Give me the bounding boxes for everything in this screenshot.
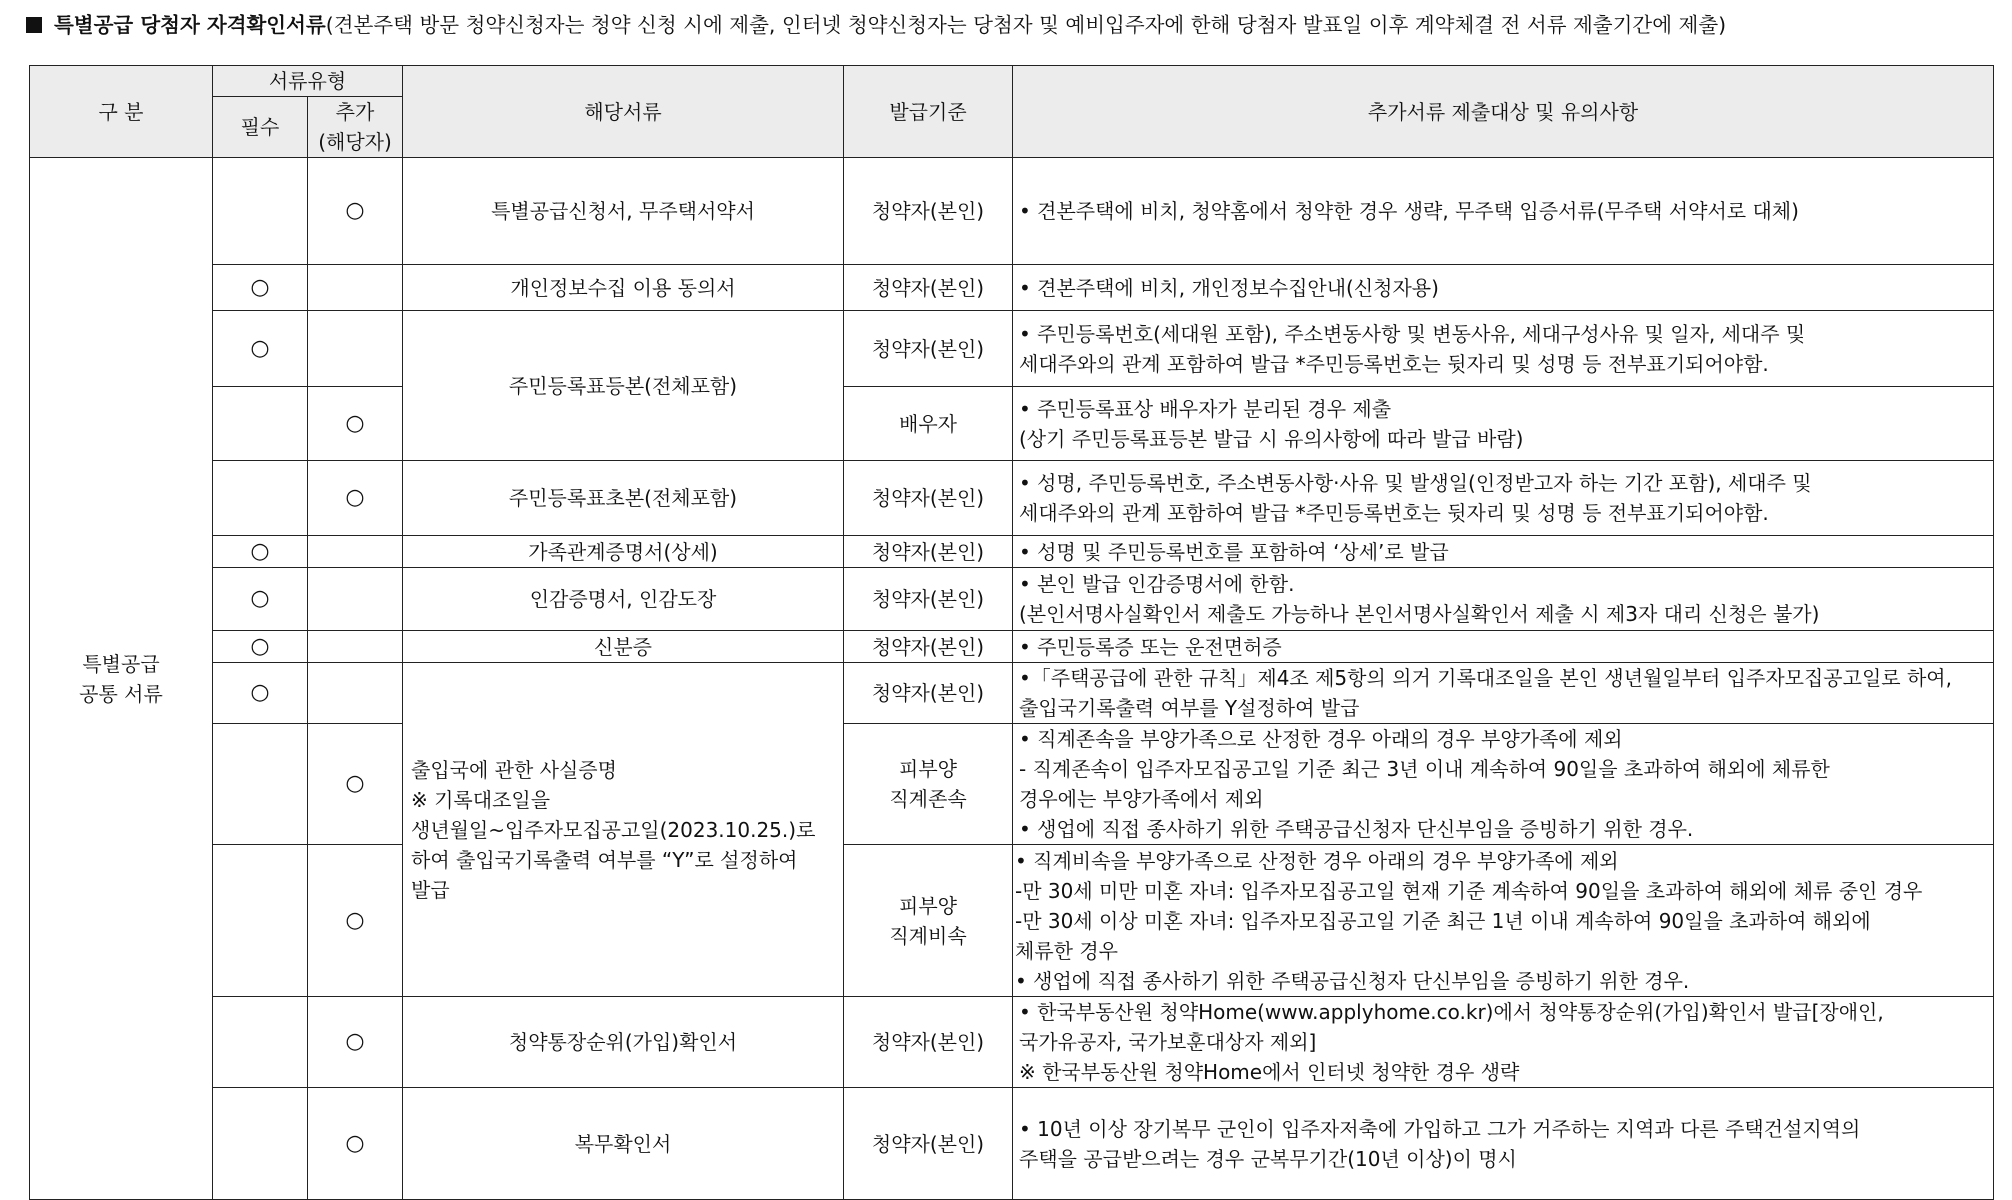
text-line: - 직계존속이 입주자모집공고일 기준 최근 3년 이내 계속하여 90일을 초과하여 해외에 체류한 xyxy=(1019,757,1830,781)
text-line: • 주민등록번호(세대원 포함), 주소변동사항 및 변동사유, 세대구성사유 및 일자, 세대주 및 xyxy=(1019,321,1806,346)
table-row xyxy=(30,997,1994,1088)
required-mark: ○ xyxy=(213,265,308,311)
issue-basis xyxy=(844,845,1013,997)
notes-cell xyxy=(1013,845,1994,997)
additional-mark: ○ xyxy=(308,1088,403,1200)
table-row xyxy=(30,387,1994,461)
text-line: •「주택공급에 관한 규칙」제4조 제5항의 의거 기록대조일을 본인 생년월일부터 입주자모집공고일로 하여, xyxy=(1019,666,1952,690)
notes-cell xyxy=(1013,265,1994,311)
text-line: • 주민등록증 또는 운전면허증 xyxy=(1019,634,1282,659)
text-line: • 주민등록표상 배우자가 분리된 경우 제출 xyxy=(1019,396,1392,421)
notes-cell xyxy=(1013,158,1994,265)
notes-cell xyxy=(1013,461,1994,536)
text-line: 직계존속 xyxy=(889,787,967,811)
header-additional xyxy=(308,97,403,158)
text-line: -만 30세 미만 미혼 자녀: 입주자모집공고일 현재 기준 계속하여 90일을 초과하여 해외에 체류 중인 경우 xyxy=(1015,878,1923,903)
header-category: 구 분 xyxy=(30,66,213,158)
additional-mark xyxy=(308,631,403,663)
document-name: 개인정보수집 이용 동의서 xyxy=(403,265,844,311)
table-row xyxy=(30,631,1994,663)
document-name: 청약통장순위(가입)확인서 xyxy=(403,997,844,1088)
document-name: 주민등록표초본(전체포함) xyxy=(403,461,844,536)
text-line: • 직계비속을 부양가족으로 산정한 경우 아래의 경우 부양가족에 제외 xyxy=(1015,848,1619,873)
notes-cell xyxy=(1013,311,1994,387)
issue-basis: 청약자(본인) xyxy=(844,461,1013,536)
notes-cell xyxy=(1013,631,1994,663)
text-line: 국가유공자, 국가보훈대상자 제외] xyxy=(1019,1030,1317,1054)
issue-basis xyxy=(844,724,1013,845)
required-mark: ○ xyxy=(213,311,308,387)
issue-basis: 청약자(본인) xyxy=(844,631,1013,663)
text-line: 하여 출입국기록출력 여부를 “Y”로 설정하여 xyxy=(411,847,798,872)
text-line: 주택을 공급받으려는 경우 군복무기간(10년 이상)이 명시 xyxy=(1019,1146,1517,1171)
text-line: 체류한 경우 xyxy=(1015,938,1118,963)
issue-basis: 배우자 xyxy=(844,387,1013,461)
table-row xyxy=(30,265,1994,311)
text-line: • 생업에 직접 종사하기 위한 주택공급신청자 단신부임을 증빙하기 위한 경우. xyxy=(1019,817,1694,841)
text-line: 피부양 xyxy=(899,893,957,918)
group-label xyxy=(30,158,213,1200)
issue-basis: 청약자(본인) xyxy=(844,568,1013,631)
required-mark xyxy=(213,724,308,845)
table-row xyxy=(30,724,1994,845)
additional-mark xyxy=(308,568,403,631)
table-row xyxy=(30,311,1994,387)
header-notes: 추가서류 제출대상 및 유의사항 xyxy=(1013,66,1994,158)
text-line: 발급 xyxy=(411,877,450,902)
text-line: 추가 xyxy=(335,100,375,124)
required-mark xyxy=(213,1088,308,1200)
text-line: 피부양 xyxy=(899,757,957,781)
text-line: • 견본주택에 비치, 청약홈에서 청약한 경우 생략, 무주택 입증서류(무주택 서약서로 대체) xyxy=(1019,199,1799,223)
required-mark xyxy=(213,997,308,1088)
required-mark: ○ xyxy=(213,663,308,724)
table-row xyxy=(30,461,1994,536)
header-required: 필수 xyxy=(213,97,308,158)
heading-note: (견본주택 방문 청약신청자는 청약 신청 시에 제출, 인터넷 청약신청자는 당첨자 및 예비입주자에 한해 당첨자 발표일 이후 계약체결 전 서류 제출기간에 제출) xyxy=(325,13,1727,37)
notes-cell xyxy=(1013,536,1994,568)
issue-basis: 청약자(본인) xyxy=(844,158,1013,265)
text-line: • 직계존속을 부양가족으로 산정한 경우 아래의 경우 부양가족에 제외 xyxy=(1019,727,1623,751)
text-line: • 한국부동산원 청약Home(www.applyhome.co.kr)에서 청약통장순위(가입)확인서 발급[장애인, xyxy=(1019,1000,1884,1024)
issue-basis: 청약자(본인) xyxy=(844,997,1013,1088)
required-mark xyxy=(213,461,308,536)
notes-cell xyxy=(1013,997,1994,1088)
issue-basis: 청약자(본인) xyxy=(844,1088,1013,1200)
notes-cell xyxy=(1013,724,1994,845)
table-row xyxy=(30,536,1994,568)
text-line: 직계비속 xyxy=(889,923,967,948)
text-line: • 10년 이상 장기복무 군인이 입주자저축에 가입하고 그가 거주하는 지역과 다른 주택건설지역의 xyxy=(1019,1116,1861,1141)
table-row xyxy=(30,1088,1994,1200)
additional-mark: ○ xyxy=(308,997,403,1088)
documents-table xyxy=(29,65,1994,1200)
table-row xyxy=(30,158,1994,265)
text-line: 특별공급 xyxy=(82,651,160,676)
text-line: (해당자) xyxy=(318,130,392,154)
issue-basis: 청약자(본인) xyxy=(844,265,1013,311)
document-name: 인감증명서, 인감도장 xyxy=(403,568,844,631)
text-line: • 성명, 주민등록번호, 주소변동사항·사유 및 발생일(인정받고자 하는 기간 포함), 세대주 및 xyxy=(1019,471,1812,495)
notes-cell xyxy=(1013,568,1994,631)
text-line: • 본인 발급 인감증명서에 한함. xyxy=(1019,572,1295,596)
required-mark xyxy=(213,387,308,461)
required-mark xyxy=(213,845,308,997)
document-name xyxy=(403,663,844,997)
section-heading xyxy=(26,8,1726,42)
text-line: (본인서명사실확인서 제출도 가능하나 본인서명사실확인서 제출 시 제3자 대리 신청은 불가) xyxy=(1019,602,1820,626)
additional-mark xyxy=(308,663,403,724)
text-line: 출입국에 관한 사실증명 xyxy=(411,757,617,782)
header-document: 해당서류 xyxy=(403,66,844,158)
text-line: 출입국기록출력 여부를 Y설정하여 발급 xyxy=(1019,696,1360,720)
issue-basis: 청약자(본인) xyxy=(844,663,1013,724)
header-issue-basis: 발급기준 xyxy=(844,66,1013,158)
issue-basis: 청약자(본인) xyxy=(844,311,1013,387)
additional-mark xyxy=(308,265,403,311)
heading-title: 특별공급 당첨자 자격확인서류 xyxy=(54,13,326,37)
text-line: -만 30세 이상 미혼 자녀: 입주자모집공고일 기준 최근 1년 이내 계속하여 90일을 초과하여 해외에 xyxy=(1015,908,1871,933)
text-line: 경우에는 부양가족에서 제외 xyxy=(1019,787,1264,811)
table-row xyxy=(30,568,1994,631)
text-line: • 성명 및 주민등록번호를 포함하여 ‘상세’로 발급 xyxy=(1019,539,1449,564)
text-line: 생년월일~입주자모집공고일(2023.10.25.)로 xyxy=(411,817,816,842)
issue-basis: 청약자(본인) xyxy=(844,536,1013,568)
document-name: 특별공급신청서, 무주택서약서 xyxy=(403,158,844,265)
text-line: 세대주와의 관계 포함하여 발급 *주민등록번호는 뒷자리 및 성명 등 전부표기되어야함. xyxy=(1019,501,1769,525)
document-name: 주민등록표등본(전체포함) xyxy=(403,311,844,461)
document-name: 신분증 xyxy=(403,631,844,663)
text-line: • 생업에 직접 종사하기 위한 주택공급신청자 단신부임을 증빙하기 위한 경우. xyxy=(1015,968,1690,993)
additional-mark: ○ xyxy=(308,724,403,845)
additional-mark: ○ xyxy=(308,387,403,461)
required-mark: ○ xyxy=(213,631,308,663)
document-name: 가족관계증명서(상세) xyxy=(403,536,844,568)
notes-cell xyxy=(1013,663,1994,724)
header-type-group: 서류유형 xyxy=(213,66,403,97)
table-row xyxy=(30,845,1994,997)
document-name: 복무확인서 xyxy=(403,1088,844,1200)
square-bullet-icon xyxy=(26,17,42,33)
additional-mark xyxy=(308,311,403,387)
additional-mark: ○ xyxy=(308,845,403,997)
text-line: (상기 주민등록표등본 발급 시 유의사항에 따라 발급 바람) xyxy=(1019,426,1524,451)
required-mark xyxy=(213,158,308,265)
text-line: • 견본주택에 비치, 개인정보수집안내(신청자용) xyxy=(1019,275,1439,300)
text-line: 공통 서류 xyxy=(79,681,163,706)
text-line: 세대주와의 관계 포함하여 발급 *주민등록번호는 뒷자리 및 성명 등 전부표기되어야함. xyxy=(1019,351,1769,376)
table-row xyxy=(30,663,1994,724)
notes-cell xyxy=(1013,1088,1994,1200)
additional-mark: ○ xyxy=(308,158,403,265)
required-mark: ○ xyxy=(213,568,308,631)
text-line: ※ 한국부동산원 청약Home에서 인터넷 청약한 경우 생략 xyxy=(1019,1060,1520,1084)
text-line: ※ 기록대조일을 xyxy=(411,787,551,812)
notes-cell xyxy=(1013,387,1994,461)
required-mark: ○ xyxy=(213,536,308,568)
additional-mark: ○ xyxy=(308,461,403,536)
additional-mark xyxy=(308,536,403,568)
